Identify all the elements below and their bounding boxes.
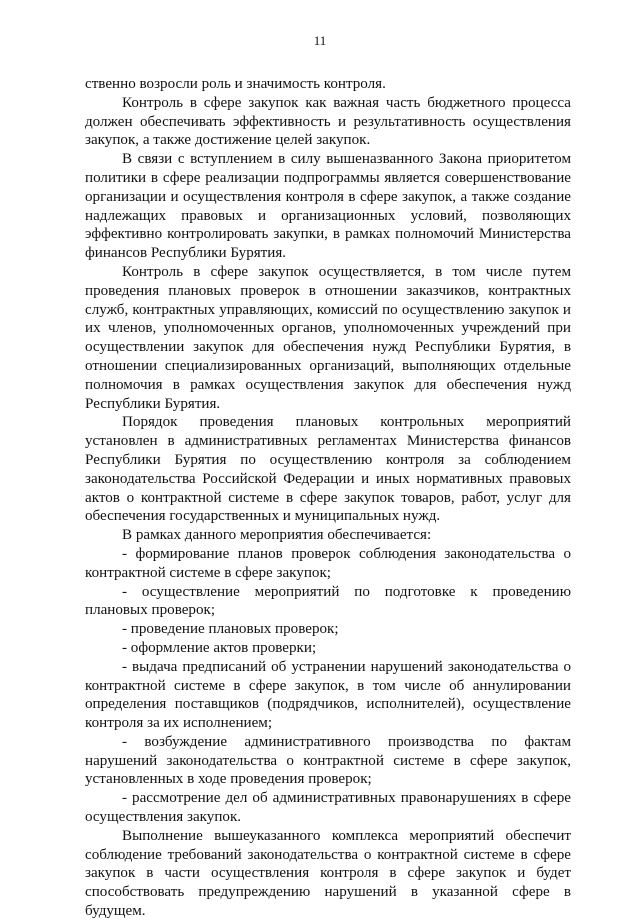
paragraph: В рамках данного мероприятия обеспечивается:	[122, 527, 432, 544]
list-item: - осуществление мероприятий по подготовке к проведению плановых проверок;	[85, 583, 571, 619]
list-item: - проведение плановых проверок;	[122, 621, 339, 638]
paragraph: Контроль в сфере закупок осуществляется, в том числе путем проведения плановых проверок в отношении заказчиков, контрактных служб, контрактных управляющих, комиссий по осуществлению закупок и их членов, уполномоченных органов, уполномоченных учреждений при осуществлении закупок для обеспечения нужд Республики Бурятия, в отношении специализированных организаций, выполняющих отдельные полномочия в рамках осуществления закупок для обеспечения нужд Республики Бурятия.	[85, 263, 571, 412]
paragraph: Контроль в сфере закупок как важная часть бюджетного процесса должен обеспечивать эффективность и результативность осуществления закупок, а также достижение целей закупок.	[85, 94, 571, 149]
list-item: - оформление актов проверки;	[122, 639, 317, 656]
list-item: - формирование планов проверок соблюдения законодательства о контрактной системе в сфере закупок;	[85, 545, 571, 581]
paragraph: В связи с вступлением в силу вышеназванного Закона приоритетом политики в сфере реализации подпрограммы является совершенствование организации и осуществления контроля в сфере закупок, а также создание надлежащих правовых и организационных условий, позволяющих эффективно контролировать закупки, в рамках полномочий Министерства финансов Республики Бурятия.	[85, 151, 571, 262]
body-text	[85, 75, 571, 921]
page-number: 11	[313, 33, 327, 48]
list-item: - выдача предписаний об устранении нарушений законодательства о контрактной системе в сфере закупок, в том числе об аннулировании определения поставщиков (подрядчиков, исполнителей), осуществление контроля за их исполнением;	[85, 658, 571, 732]
paragraph: Выполнение вышеуказанного комплекса мероприятий обеспечит соблюдение требований законодательства о контрактной системе в сфере закупок в части осуществления контроля в сфере закупок и будет способствовать предупреждению нарушений в указанной сфере в будущем.	[85, 827, 571, 920]
list-item: - возбуждение административного производства по фактам нарушений законодательства о контрактной системе в сфере закупок, установленных в ходе проведения проверок;	[85, 733, 571, 788]
paragraph: ственно возросли роль и значимость контроля.	[85, 76, 386, 92]
list-item: - рассмотрение дел об административных правонарушениях в сфере осуществления закупок.	[85, 790, 571, 826]
paragraph: Порядок проведения плановых контрольных мероприятий установлен в административных регламентах Министерства финансов Республики Бурятия по осуществлению контроля за соблюдением законодательства Российской Федерации и иных нормативных правовых актов о контрактной системе в сфере закупок товаров, работ, услуг для обеспечения государственных и муниципальных нужд.	[85, 414, 571, 525]
